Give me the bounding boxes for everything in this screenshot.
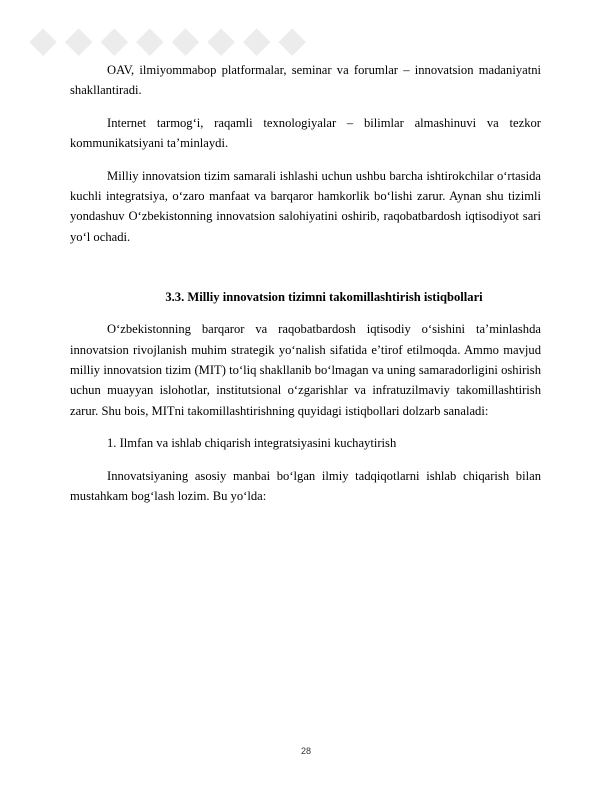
- paragraph-internet: Internet tarmog‘i, raqamli texnologiyalar – bilimlar almashinuvi va tezkor kommunikatsiyani ta’minlaydi.: [70, 115, 541, 151]
- list-item-1: 1. Ilmfan va ishlab chiqarish integratsiyasini kuchaytirish: [107, 436, 397, 451]
- page-number: 28: [300, 746, 311, 756]
- section-heading: 3.3. Milliy innovatsion tizimni takomillashtirish istiqbollari: [165, 290, 483, 305]
- paragraph-oav: OAV, ilmiyommabop platformalar, seminar va forumlar – innovatsion madaniyatni shakllantiradi.: [70, 63, 541, 98]
- document-page: [70, 60, 541, 507]
- watermark: ◆ ◆ ◆ ◆ ◆ ◆ ◆ ◆: [30, 21, 306, 59]
- paragraph-integration: Milliy innovatsion tizim samarali ishlashi uchun ushbu barcha ishtirokchilar o‘rtasida kuchli integratsiya, o‘zaro manfaat va barqaror hamkorlik bo‘lishi zarur. Aynan shu tizimli yondashuv O‘zbekistonning innovatsion salohiyatini oshirib, raqobatbardosh iqtisodiyot sari yo‘l ochadi.: [70, 168, 541, 244]
- paragraph-science: Innovatsiyaning asosiy manbai bo‘lgan ilmiy tadqiqotlarni ishlab chiqarish bilan mustahkam bog‘lash lozim. Bu yo‘lda:: [70, 468, 541, 504]
- paragraph-intro: O‘zbekistonning barqaror va raqobatbardosh iqtisodiy o‘sishini ta’minlashda innovatsion rivojlanish muhim strategik yo‘nalish sifatida e’tirof etilmoqda. Ammo mavjud milliy innovatsion tizim (MIT) to‘liq shakllanib bo‘lmagan va uning samaradorligini oshirish uchun muayyan islohotlar, institutsional o‘zgarishlar va infratuzilmaviy takomillashtirish zarur. Shu bois, MITni takomillashtirishning quyidagi istiqbollari dolzarb sanaladi:: [70, 322, 541, 418]
